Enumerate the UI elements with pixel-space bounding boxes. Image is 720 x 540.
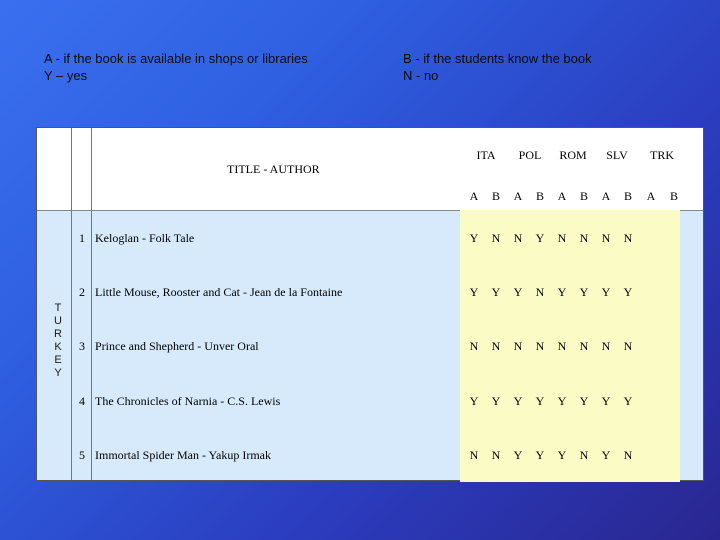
value-cell: N	[491, 448, 501, 462]
row-number: 2	[79, 285, 85, 299]
value-cell: Y	[623, 285, 633, 299]
subheader-b: B	[623, 189, 632, 203]
side-letter: K	[54, 341, 62, 353]
side-letter: Y	[54, 367, 62, 379]
value-cell: Y	[623, 394, 633, 408]
value-cell: N	[513, 339, 523, 353]
value-cell: N	[535, 339, 545, 353]
subheader-b: B	[535, 189, 544, 203]
value-cell: Y	[469, 394, 479, 408]
value-cell: Y	[579, 285, 589, 299]
value-cell: Y	[557, 285, 567, 299]
book-title: Keloglan - Folk Tale	[95, 231, 195, 245]
country-header-rom: ROM	[559, 148, 587, 162]
value-cell: N	[579, 339, 589, 353]
subheader-a: A	[646, 189, 656, 203]
country-header-trk: TRK	[650, 148, 674, 162]
book-title: Little Mouse, Rooster and Cat - Jean de la Fontaine	[95, 285, 343, 299]
row-number: 4	[79, 394, 85, 408]
value-cell: Y	[535, 448, 545, 462]
country-header-slv: SLV	[606, 148, 628, 162]
value-cell: Y	[601, 394, 611, 408]
subheader-a: A	[469, 189, 479, 203]
value-cell: N	[623, 231, 633, 245]
value-cell: Y	[491, 285, 501, 299]
value-cell: N	[469, 339, 479, 353]
value-cell: Y	[579, 394, 589, 408]
value-cell: Y	[535, 231, 545, 245]
value-cell: N	[579, 231, 589, 245]
value-cell: Y	[491, 394, 501, 408]
value-cell: N	[469, 448, 479, 462]
subheader-a: A	[513, 189, 523, 203]
legend-left	[44, 50, 308, 84]
value-cell: N	[491, 231, 501, 245]
value-cell: N	[601, 231, 611, 245]
legend-y-line: Y – yes	[44, 68, 88, 83]
value-cell: Y	[469, 285, 479, 299]
value-cell: N	[579, 448, 589, 462]
value-cell: Y	[557, 394, 567, 408]
book-survey-table	[36, 127, 704, 481]
value-cell: Y	[513, 285, 523, 299]
value-cell: N	[491, 339, 501, 353]
side-letter: U	[54, 315, 62, 327]
legend-a-line: A - if the book is available in shops or libraries	[44, 51, 308, 66]
value-cell: N	[623, 448, 633, 462]
column-divider	[71, 128, 72, 480]
subheader-b: B	[579, 189, 588, 203]
book-title: Prince and Shepherd - Unver Oral	[95, 339, 259, 353]
value-cell: N	[557, 231, 567, 245]
value-cell: Y	[601, 285, 611, 299]
book-title: The Chronicles of Narnia - C.S. Lewis	[95, 394, 281, 408]
subheader-b: B	[669, 189, 678, 203]
side-letter: T	[54, 302, 62, 314]
value-cell: Y	[535, 394, 545, 408]
country-side-label	[51, 302, 65, 380]
value-cell: N	[535, 285, 545, 299]
value-cell: N	[601, 339, 611, 353]
value-cell: N	[557, 339, 567, 353]
legend-n-line: N - no	[403, 68, 439, 83]
value-cell: Y	[557, 448, 567, 462]
subheader-b: B	[491, 189, 500, 203]
country-header-ita: ITA	[476, 148, 496, 162]
value-cell: Y	[601, 448, 611, 462]
value-cell: Y	[469, 231, 479, 245]
row-number: 1	[79, 231, 85, 245]
value-cell: N	[513, 231, 523, 245]
country-header-pol: POL	[518, 148, 542, 162]
title-author-header: TITLE - AUTHOR	[227, 162, 320, 176]
subheader-a: A	[557, 189, 567, 203]
side-letter: R	[54, 328, 62, 340]
row-number: 5	[79, 448, 85, 462]
legend-right	[403, 50, 592, 84]
legend-b-line: B - if the students know the book	[403, 51, 592, 66]
row-number: 3	[79, 339, 85, 353]
value-cell: Y	[513, 448, 523, 462]
side-letter: E	[54, 354, 62, 366]
book-title: Immortal Spider Man - Yakup Irmak	[95, 448, 271, 462]
value-cell: Y	[513, 394, 523, 408]
value-cell: N	[623, 339, 633, 353]
subheader-a: A	[601, 189, 611, 203]
column-divider	[91, 128, 92, 480]
